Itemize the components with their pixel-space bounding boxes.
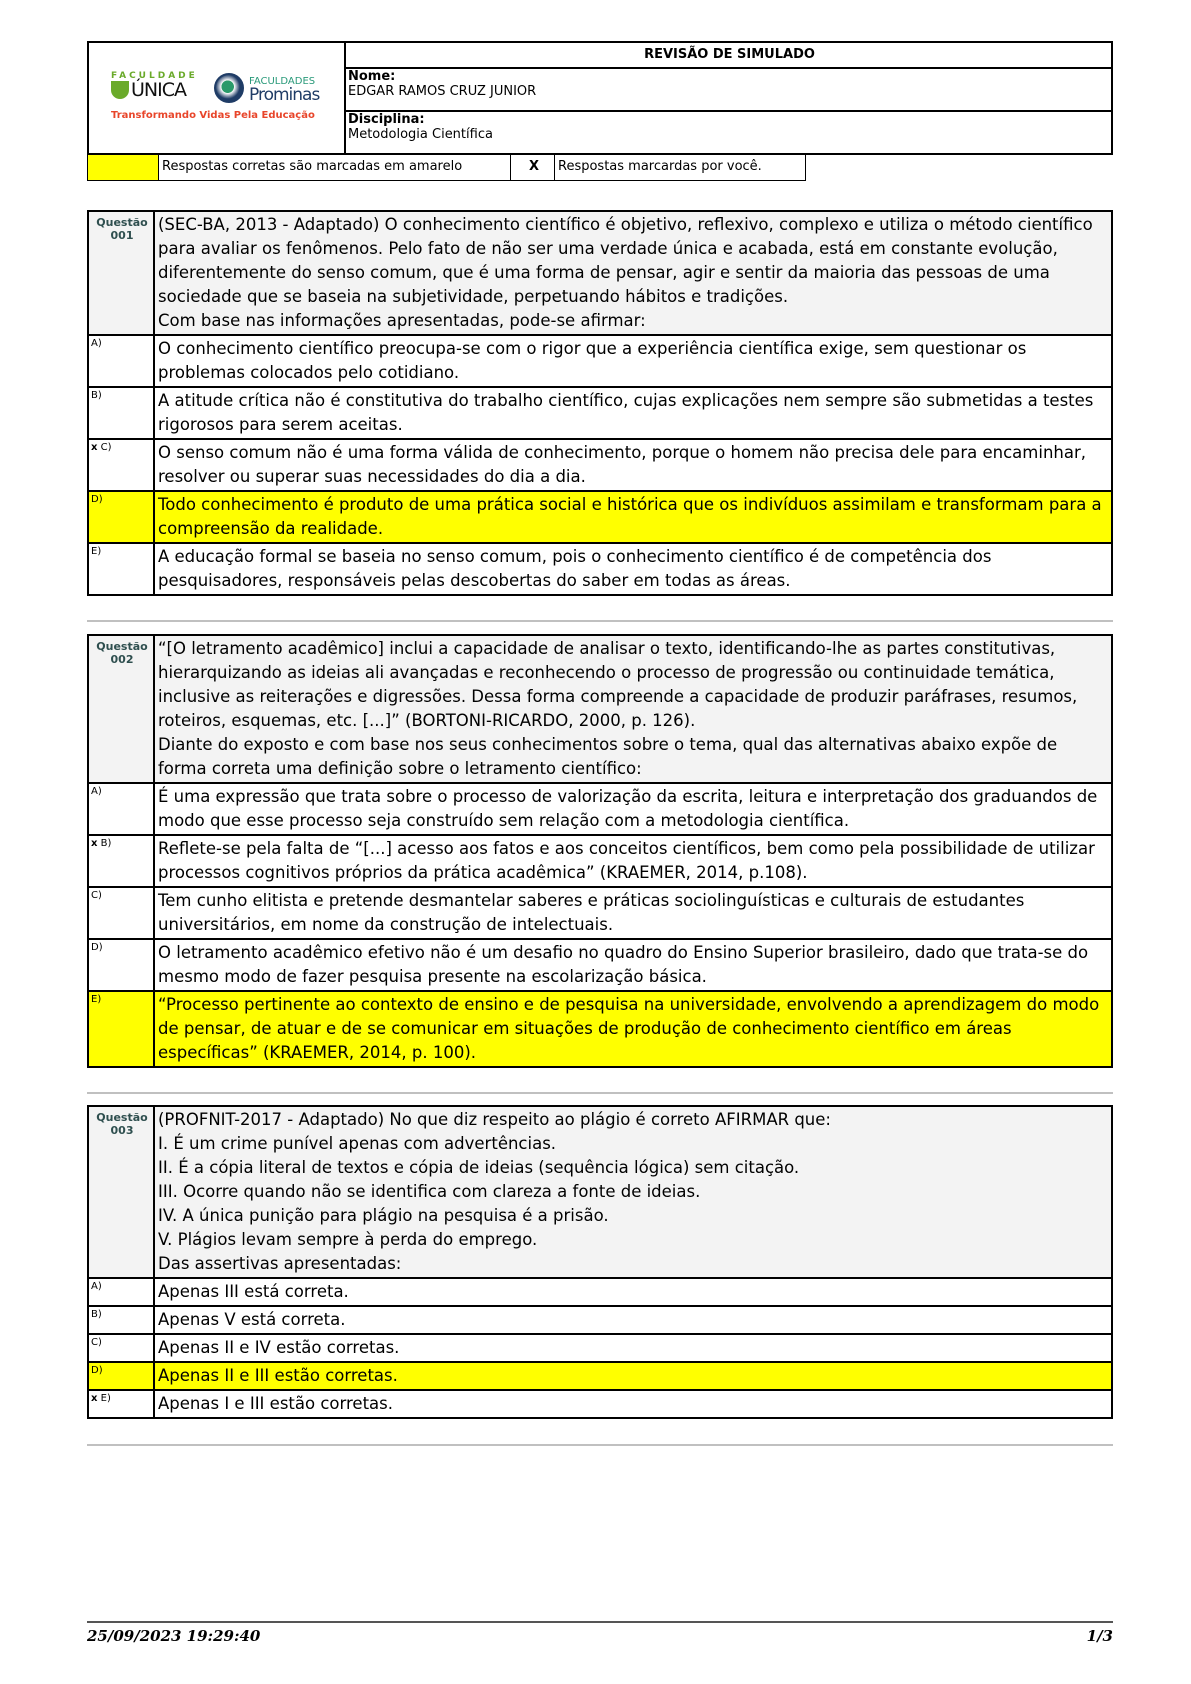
question-001 bbox=[87, 210, 1113, 596]
option-label bbox=[89, 1391, 155, 1417]
question-number bbox=[89, 212, 155, 334]
option-letter: D) bbox=[91, 1365, 103, 1376]
question-text: (PROFNIT-2017 - Adaptado) No que diz respeito ao plágio é correto AFIRMAR que: I. É um crime punível apenas com advertências. II. É a cópia literal de textos e cópia de ideias (sequência lógica) sem citação. III. Ocorre quando não se identifica com clareza a fonte de ideias. IV. A única punição para plágio na pesquisa é a prisão. V. Plágios levam sempre à perda do emprego. Das assertivas apresentadas: bbox=[158, 1110, 831, 1273]
legend-marked-text: Respostas marcardas por você. bbox=[554, 155, 806, 181]
name-label: Nome: bbox=[348, 69, 396, 84]
question-number bbox=[89, 636, 155, 782]
discipline-value: Metodologia Científica bbox=[348, 127, 493, 142]
option-text: Apenas I e III estão corretas. bbox=[158, 1394, 393, 1413]
unica-shield-icon bbox=[111, 81, 129, 99]
legend-marker: X bbox=[510, 155, 555, 181]
option-text: Apenas II e III estão corretas. bbox=[158, 1366, 398, 1385]
question-002 bbox=[87, 634, 1113, 1068]
logo-tagline: Transformando Vidas Pela Educação bbox=[111, 110, 315, 121]
option-d[interactable] bbox=[89, 1361, 1111, 1389]
option-letter: A) bbox=[91, 786, 102, 797]
question-number-value: 003 bbox=[110, 1124, 134, 1137]
option-label bbox=[89, 1307, 155, 1333]
option-letter: A) bbox=[91, 1281, 102, 1292]
option-label bbox=[89, 1279, 155, 1305]
option-text: Apenas II e IV estão corretas. bbox=[158, 1338, 400, 1357]
option-label bbox=[89, 388, 155, 438]
option-b[interactable] bbox=[89, 386, 1111, 438]
globe-icon bbox=[214, 73, 244, 103]
option-letter: E) bbox=[91, 546, 102, 557]
option-letter: B) bbox=[91, 1309, 102, 1320]
option-label bbox=[89, 940, 155, 990]
question-number-value: 002 bbox=[110, 653, 134, 666]
option-d[interactable] bbox=[89, 938, 1111, 990]
page-title: REVISÃO DE SIMULADO bbox=[346, 43, 1111, 69]
option-label bbox=[89, 836, 155, 886]
option-a[interactable] bbox=[89, 782, 1111, 834]
option-a[interactable] bbox=[89, 1277, 1111, 1305]
option-text: O conhecimento científico preocupa-se com o rigor que a experiência científica exige, sem questionar os problemas colocados pelo cotidiano. bbox=[158, 339, 1027, 382]
question-row bbox=[89, 636, 1111, 782]
question-text: (SEC-BA, 2013 - Adaptado) O conhecimento científico é objetivo, reflexivo, complexo e utiliza o método científico para avaliar os fenômenos. Pelo fato de não ser uma verdade única e acabada, está em constante evolução, diferentemente do senso comum, que é uma forma de pensar, agir e sentir da maioria das pessoas de uma sociedade que se baseia na subjetividade, perpetuando hábitos e tradições. Com base nas informações apresentadas, pode-se afirmar: bbox=[158, 215, 1093, 330]
option-b[interactable] bbox=[89, 834, 1111, 886]
option-text: É uma expressão que trata sobre o processo de valorização da escrita, leitura e interpretação dos graduandos de modo que esse processo seja construído sem relação com a metodologia científica. bbox=[158, 787, 1098, 830]
option-letter: C) bbox=[91, 1337, 102, 1348]
option-c[interactable] bbox=[89, 886, 1111, 938]
option-text: Reflete-se pela falta de “[...] acesso aos fatos e aos conceitos científicos, bem como pela possibilidade de utilizar processos cognitivos próprios da prática acadêmica” (KRAEMER, 2014, p.108). bbox=[158, 839, 1095, 882]
option-e[interactable] bbox=[89, 542, 1111, 594]
option-letter: E) bbox=[91, 994, 102, 1005]
selected-mark: x bbox=[91, 838, 98, 849]
option-c[interactable] bbox=[89, 438, 1111, 490]
footer-datetime: 25/09/2023 19:29:40 bbox=[87, 1627, 261, 1645]
option-letter: C) bbox=[100, 442, 112, 453]
question-label: Questão bbox=[96, 1111, 148, 1124]
logo bbox=[89, 43, 346, 153]
option-label bbox=[89, 784, 155, 834]
option-label bbox=[89, 492, 155, 542]
question-003 bbox=[87, 1105, 1113, 1419]
option-text: Apenas V está correta. bbox=[158, 1310, 346, 1329]
option-letter: B) bbox=[91, 390, 102, 401]
legend-yellow-swatch bbox=[87, 155, 159, 181]
discipline-field bbox=[346, 112, 1111, 153]
option-label bbox=[89, 544, 155, 594]
logo-unica-name: ÚNICA bbox=[131, 79, 186, 101]
option-text: “Processo pertinente ao contexto de ensino e de pesquisa na universidade, envolvendo a aprendizagem do modo de pensar, de atuar e de se comunicar em situações de produção de conhecimento científico em áreas específicas” (KRAEMER, 2014, p. 100). bbox=[158, 995, 1100, 1062]
footer-page-number: 1/3 bbox=[1086, 1627, 1113, 1645]
option-c[interactable] bbox=[89, 1333, 1111, 1361]
option-text: Todo conhecimento é produto de uma prática social e histórica que os indivíduos assimilam e transformam para a compreensão da realidade. bbox=[158, 495, 1102, 538]
question-text: “[O letramento acadêmico] inclui a capacidade de analisar o texto, identificando-lhe as partes constitutivas, hierarquizando as ideias ali avançadas e reconhecendo o processo de progressão ou continuidade temática, inclusive as reiterações e digressões. Dessa forma compreende a capacidade de produzir paráfrases, resumos, roteiros, esquemas, etc. [...]” (BORTONI-RICARDO, 2000, p. 126). Diante do exposto e com base nos seus conhecimentos sobre o tema, qual das alternativas abaixo expõe de forma correta uma definição sobre o letramento científico: bbox=[158, 639, 1078, 778]
question-number-value: 001 bbox=[110, 229, 134, 242]
name-field bbox=[346, 69, 1111, 112]
option-text: A atitude crítica não é constitutiva do trabalho científico, cujas explicações nem sempre são submetidas a testes rigorosos para serem aceitas. bbox=[158, 391, 1094, 434]
option-d[interactable] bbox=[89, 490, 1111, 542]
divider bbox=[87, 620, 1113, 622]
option-label bbox=[89, 992, 155, 1066]
option-letter: E) bbox=[100, 1393, 111, 1404]
option-label bbox=[89, 1363, 155, 1389]
question-label: Questão bbox=[96, 640, 148, 653]
option-label bbox=[89, 888, 155, 938]
question-label: Questão bbox=[96, 216, 148, 229]
option-b[interactable] bbox=[89, 1305, 1111, 1333]
question-row bbox=[89, 212, 1111, 334]
option-letter: D) bbox=[91, 942, 103, 953]
option-label bbox=[89, 440, 155, 490]
option-e[interactable] bbox=[89, 990, 1111, 1066]
legend-correct-text: Respostas corretas são marcadas em amarelo bbox=[158, 155, 511, 181]
divider bbox=[87, 1444, 1113, 1446]
option-e[interactable] bbox=[89, 1389, 1111, 1417]
option-text: O senso comum não é uma forma válida de conhecimento, porque o homem não precisa dele para encaminhar, resolver ou superar suas necessidades do dia a dia. bbox=[158, 443, 1086, 486]
option-letter: C) bbox=[91, 890, 102, 901]
divider bbox=[87, 1092, 1113, 1094]
logo-prominas-top: FACULDADES bbox=[249, 76, 316, 87]
option-text: O letramento acadêmico efetivo não é um desafio no quadro do Ensino Superior brasileiro, dado que trata-se do mesmo modo de fazer pesquisa presente na escolarização básica. bbox=[158, 943, 1089, 986]
selected-mark: x bbox=[91, 442, 98, 453]
question-row bbox=[89, 1107, 1111, 1277]
option-a[interactable] bbox=[89, 334, 1111, 386]
discipline-label: Disciplina: bbox=[348, 112, 425, 127]
option-label bbox=[89, 1335, 155, 1361]
footer bbox=[87, 1621, 1113, 1645]
header-table bbox=[87, 41, 1113, 155]
logo-prominas-name: Prominas bbox=[249, 85, 320, 105]
option-letter: D) bbox=[91, 494, 103, 505]
question-number bbox=[89, 1107, 155, 1277]
option-text: Tem cunho elitista e pretende desmantelar saberes e práticas sociolinguísticas e culturais de estudantes universitários, em nome da construção de intelectuais. bbox=[158, 891, 1025, 934]
selected-mark: x bbox=[91, 1393, 98, 1404]
logo-unica-top: FACULDADE bbox=[111, 71, 198, 81]
name-value: EDGAR RAMOS CRUZ JUNIOR bbox=[348, 84, 537, 99]
option-letter: B) bbox=[100, 838, 112, 849]
option-label bbox=[89, 336, 155, 386]
option-text: Apenas III está correta. bbox=[158, 1282, 349, 1301]
option-letter: A) bbox=[91, 338, 102, 349]
option-text: A educação formal se baseia no senso comum, pois o conhecimento científico é de competência dos pesquisadores, responsáveis pelas descobertas do saber em todas as áreas. bbox=[158, 547, 992, 590]
